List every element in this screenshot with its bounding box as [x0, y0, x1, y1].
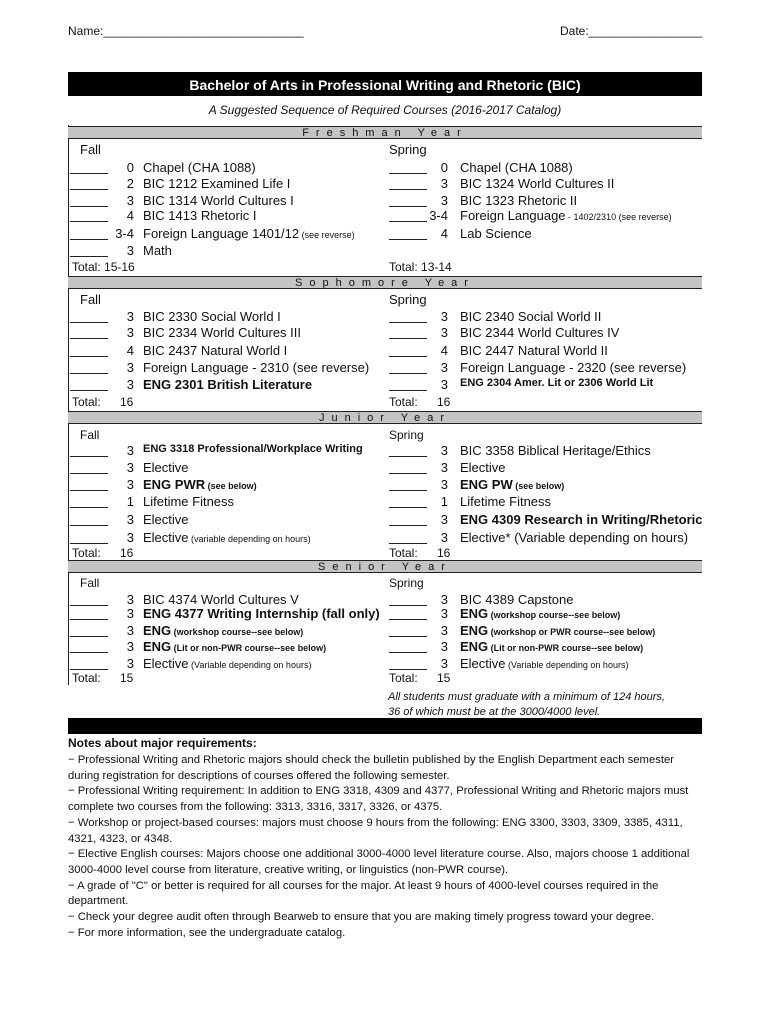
- course-name: [143, 325, 301, 340]
- credit-hours: 0: [440, 160, 448, 175]
- note-item: − Check your degree audit often through Bearweb to ensure that you are making timely progress toward your degree.: [68, 911, 655, 924]
- course-name: [460, 176, 614, 191]
- year-header-freshman-year: Freshman Year: [68, 126, 702, 139]
- fall-total-value: 15: [120, 671, 134, 685]
- course-name: [460, 160, 573, 175]
- credit-hours: 3: [440, 623, 448, 638]
- course-title: Foreign Language 1401/12: [143, 226, 300, 241]
- course-name: [143, 309, 281, 324]
- course-note: (see below): [205, 481, 257, 491]
- grade-blank-input[interactable]: [70, 228, 108, 240]
- course-name: [143, 208, 256, 223]
- course-title: Elective: [460, 656, 506, 671]
- course-title: BIC 1323 Rhetoric II: [460, 193, 578, 208]
- credit-hours: 3: [126, 243, 134, 258]
- credit-hours: 3: [126, 512, 134, 527]
- course-name: [460, 460, 506, 475]
- credit-hours: 3-4: [115, 226, 134, 241]
- course-title: Lab Science: [460, 226, 532, 241]
- grade-blank-input[interactable]: [70, 162, 108, 174]
- grade-blank-input[interactable]: [70, 625, 108, 637]
- spring-total-value: 15: [437, 671, 451, 685]
- spring-total-value: 16: [437, 546, 451, 560]
- course-note: (Lit or non-PWR course--see below): [488, 643, 644, 653]
- note-item: − Elective English courses: Majors choose one additional 3000-4000 level literature course. Also, majors choose 1 additional 3000-4000 level course from literature, creative writing, or linguistics (non-PWR course).: [68, 848, 690, 876]
- course-name: [460, 623, 655, 638]
- course-name: [460, 208, 672, 223]
- credit-hours: 1: [126, 494, 134, 509]
- course-title: Foreign Language - 2310 (see reverse): [143, 360, 370, 375]
- course-note: (Lit or non-PWR course--see below): [171, 643, 327, 653]
- course-title: BIC 1413 Rhetoric I: [143, 208, 257, 223]
- credit-hours: 3: [126, 623, 134, 638]
- course-title: ENG 3318 Professional/Workplace Writing: [143, 443, 363, 455]
- course-name: [143, 193, 294, 208]
- course-title: BIC 2334 World Cultures III: [143, 325, 301, 340]
- course-name: [460, 377, 653, 389]
- course-name: [460, 477, 564, 492]
- course-name: [460, 226, 532, 241]
- grade-blank-input[interactable]: [70, 345, 108, 357]
- grade-blank-input[interactable]: [70, 532, 108, 544]
- grade-blank-input[interactable]: [70, 462, 108, 474]
- credit-hours: 3: [440, 176, 448, 191]
- course-name: [143, 494, 234, 509]
- credit-hours: 3: [440, 477, 448, 492]
- spring-total-label: Total:: [389, 671, 418, 685]
- course-title: Elective* (Variable depending on hours): [460, 530, 689, 545]
- course-title: ENG: [460, 639, 489, 654]
- grade-blank-input[interactable]: [70, 195, 108, 207]
- grade-blank-input[interactable]: [70, 362, 108, 374]
- credit-hours: 3: [440, 325, 448, 340]
- grade-blank-input[interactable]: [70, 594, 108, 606]
- course-name: [143, 460, 189, 475]
- credit-hours: 3: [126, 606, 134, 621]
- credit-hours: 3: [440, 377, 448, 392]
- credit-hours: 3: [440, 656, 448, 671]
- grade-blank-input[interactable]: [70, 608, 108, 620]
- course-title: ENG: [460, 623, 489, 638]
- note-item: − For more information, see the undergraduate catalog.: [68, 926, 346, 939]
- course-note: (see below): [512, 481, 565, 491]
- course-name: [143, 360, 369, 375]
- course-title: Elective: [143, 656, 189, 671]
- course-title: BIC 2447 Natural World II: [460, 343, 608, 358]
- graduation-note-line-1: All students must graduate with a minimum of 124 hours,: [388, 691, 665, 703]
- course-name: [460, 309, 601, 324]
- fall-label: Fall: [80, 428, 100, 442]
- fall-total-label: Total:: [72, 395, 101, 409]
- credit-hours: 3: [440, 360, 448, 375]
- course-title: BIC 4374 World Cultures V: [143, 592, 299, 607]
- grade-blank-input[interactable]: [70, 245, 108, 257]
- course-note: (Variable depending on hours): [505, 660, 629, 670]
- credit-hours: 3: [440, 460, 448, 475]
- course-title: BIC 1324 World Cultures II: [460, 176, 615, 191]
- credit-hours: 3: [126, 309, 134, 324]
- credit-hours: 3: [126, 530, 134, 545]
- credit-hours: 3: [126, 325, 134, 340]
- grade-blank-input[interactable]: [70, 311, 108, 323]
- course-title: Elective: [460, 460, 506, 475]
- credit-hours: 3: [126, 477, 134, 492]
- course-note: (workshop course--see below): [488, 610, 621, 620]
- note-item: − Workshop or project-based courses: majors must choose 9 hours from the following: ENG 3300, 3303, 3309, 3385, 4311, 4321, 4323, or 4348.: [68, 816, 683, 845]
- grade-blank-input[interactable]: [70, 178, 108, 190]
- spring-total: Total: 13-14: [389, 260, 452, 274]
- credit-hours: 3: [126, 656, 134, 671]
- year-header-senior-year: Senior Year: [68, 560, 702, 573]
- fall-total-label: Total:: [72, 546, 101, 560]
- course-note: - 1402/2310 (see reverse): [565, 212, 672, 222]
- course-title: Elective: [143, 512, 189, 527]
- course-title: BIC 1314 World Cultures I: [143, 193, 294, 208]
- graduation-note-line-2: 36 of which must be at the 3000/4000 level.: [388, 706, 601, 718]
- course-name: [460, 193, 577, 208]
- course-title: BIC 3358 Biblical Heritage/Ethics: [460, 443, 651, 458]
- course-name: [143, 592, 299, 607]
- course-name: [460, 343, 608, 358]
- note-item: − Professional Writing and Rhetoric majors should check the bulletin published by the English Department each semester during registration for descriptions of courses offered the following semester.: [68, 754, 675, 782]
- course-name: [143, 477, 257, 492]
- fall-label: Fall: [80, 292, 101, 307]
- course-name: [143, 606, 380, 621]
- course-title: BIC 2330 Social World I: [143, 309, 281, 324]
- grade-blank-input[interactable]: [70, 327, 108, 339]
- course-title: Foreign Language - 2320 (see reverse): [460, 360, 687, 375]
- course-name: [460, 494, 551, 509]
- credit-hours: 3: [126, 592, 134, 607]
- course-title: Elective: [143, 460, 189, 475]
- grade-blank-input[interactable]: [70, 658, 108, 670]
- credit-hours: 3: [440, 592, 448, 607]
- date-field-label[interactable]: Date:_________________: [560, 24, 703, 38]
- credit-hours: 3: [440, 309, 448, 324]
- name-field-label[interactable]: Name:______________________________: [68, 24, 304, 38]
- credit-hours: 3: [126, 193, 134, 208]
- credit-hours: 3: [440, 639, 448, 654]
- course-name: [460, 592, 573, 607]
- course-title: ENG 4309 Research in Writing/Rhetoric: [460, 512, 702, 527]
- course-note: (see reverse): [299, 230, 355, 240]
- page-subtitle: A Suggested Sequence of Required Courses (2016-2017 Catalog): [208, 103, 562, 117]
- course-name: [143, 226, 355, 241]
- course-name: [143, 176, 290, 191]
- credit-hours: 3: [126, 377, 134, 392]
- notes-list: [68, 753, 708, 941]
- grade-blank-input[interactable]: [70, 514, 108, 526]
- course-title: Math: [143, 243, 172, 258]
- course-name: [143, 639, 326, 654]
- course-name: [143, 656, 311, 671]
- course-title: Chapel (CHA 1088): [460, 160, 573, 175]
- grade-blank-input[interactable]: [70, 210, 108, 222]
- credit-hours: 1: [440, 494, 448, 509]
- notes-heading: Notes about major requirements:: [68, 736, 257, 750]
- course-title: Foreign Language: [460, 208, 566, 223]
- course-title: BIC 4389 Capstone: [460, 592, 574, 607]
- course-note: (workshop course--see below): [171, 627, 304, 637]
- fall-total-value: 16: [120, 395, 134, 409]
- credit-hours: 0: [126, 160, 134, 175]
- credit-hours: 4: [440, 343, 448, 358]
- credit-hours: 3: [440, 530, 448, 545]
- spring-label: Spring: [389, 142, 427, 157]
- course-title: ENG 2301 British Literature: [143, 377, 313, 392]
- credit-hours: 4: [126, 343, 134, 358]
- course-name: [460, 606, 620, 621]
- spring-total-label: Total:: [389, 395, 418, 409]
- spring-total-value: 16: [437, 395, 451, 409]
- course-title: BIC 2344 World Cultures IV: [460, 325, 620, 340]
- grade-blank-input[interactable]: [70, 496, 108, 508]
- table-left-border: [68, 125, 69, 685]
- course-title: ENG: [460, 606, 489, 621]
- course-title: Lifetime Fitness: [460, 494, 552, 509]
- course-name: [143, 377, 312, 392]
- course-title: ENG PW: [460, 477, 513, 492]
- course-title: BIC 2437 Natural World I: [143, 343, 288, 358]
- course-name: [143, 160, 256, 175]
- course-title: ENG 2304 Amer. Lit or 2306 World Lit: [460, 377, 654, 389]
- page-title: Bachelor of Arts in Professional Writing and Rhetoric (BIC): [68, 72, 702, 96]
- spring-label: Spring: [389, 428, 424, 442]
- course-title: ENG: [143, 623, 172, 638]
- fall-label: Fall: [80, 142, 101, 157]
- course-name: [460, 639, 643, 654]
- year-header-junior-year: Junior Year: [68, 411, 702, 424]
- course-name: [143, 343, 287, 358]
- course-title: BIC 1212 Examined Life I: [143, 176, 291, 191]
- credit-hours: 3: [126, 460, 134, 475]
- course-title: ENG: [143, 639, 172, 654]
- course-title: BIC 2340 Social World II: [460, 309, 602, 324]
- spring-label: Spring: [389, 576, 424, 590]
- course-name: [460, 656, 628, 671]
- note-item: − A grade of "C" or better is required for all courses for the major. At least 9 hours of 4000-level courses required in the department.: [68, 879, 659, 908]
- graduation-note: [388, 690, 665, 720]
- course-note: (Variable depending on hours): [188, 660, 312, 670]
- course-name: [143, 443, 363, 455]
- course-name: [460, 325, 619, 340]
- course-title: Lifetime Fitness: [143, 494, 235, 509]
- fall-total: Total: 15-16: [72, 260, 135, 274]
- spring-label: Spring: [389, 292, 427, 307]
- course-name: [143, 243, 172, 258]
- course-title: ENG PWR: [143, 477, 206, 492]
- credit-hours: 4: [126, 208, 134, 223]
- note-item: − Professional Writing requirement: In addition to ENG 3318, 4309 and 4377, Professional Writing and Rhetoric majors must complete two courses from the following: 3313, 3316, 3317, 3326, or 4375.: [68, 785, 689, 814]
- course-name: [460, 530, 688, 545]
- course-title: ENG 4377 Writing Internship (fall only): [143, 606, 380, 621]
- course-name: [460, 512, 702, 527]
- fall-total-value: 16: [120, 546, 134, 560]
- credit-hours: 3: [126, 443, 134, 458]
- course-name: [143, 530, 311, 545]
- course-name: [460, 360, 686, 375]
- grade-blank-input[interactable]: [70, 479, 108, 491]
- course-name: [143, 512, 189, 527]
- credit-hours: 3-4: [429, 208, 448, 223]
- grade-blank-input[interactable]: [70, 641, 108, 653]
- credit-hours: 2: [126, 176, 134, 191]
- course-title: Chapel (CHA 1088): [143, 160, 256, 175]
- course-title: Elective: [143, 530, 189, 545]
- year-header-sophomore-year: Sophomore Year: [68, 276, 702, 289]
- section-divider: [68, 718, 702, 734]
- course-note: (variable depending on hours): [188, 534, 311, 544]
- course-name: [143, 623, 303, 638]
- grade-blank-input[interactable]: [70, 445, 108, 457]
- course-note: (workshop or PWR course--see below): [488, 627, 656, 637]
- credit-hours: 3: [126, 360, 134, 375]
- credit-hours: 3: [440, 606, 448, 621]
- credit-hours: 3: [126, 639, 134, 654]
- spring-total-label: Total:: [389, 546, 418, 560]
- credit-hours: 4: [440, 226, 448, 241]
- credit-hours: 3: [440, 443, 448, 458]
- grade-blank-input[interactable]: [70, 379, 108, 391]
- fall-label: Fall: [80, 576, 100, 590]
- credit-hours: 3: [440, 512, 448, 527]
- credit-hours: 3: [440, 193, 448, 208]
- course-name: [460, 443, 651, 458]
- fall-total-label: Total:: [72, 671, 101, 685]
